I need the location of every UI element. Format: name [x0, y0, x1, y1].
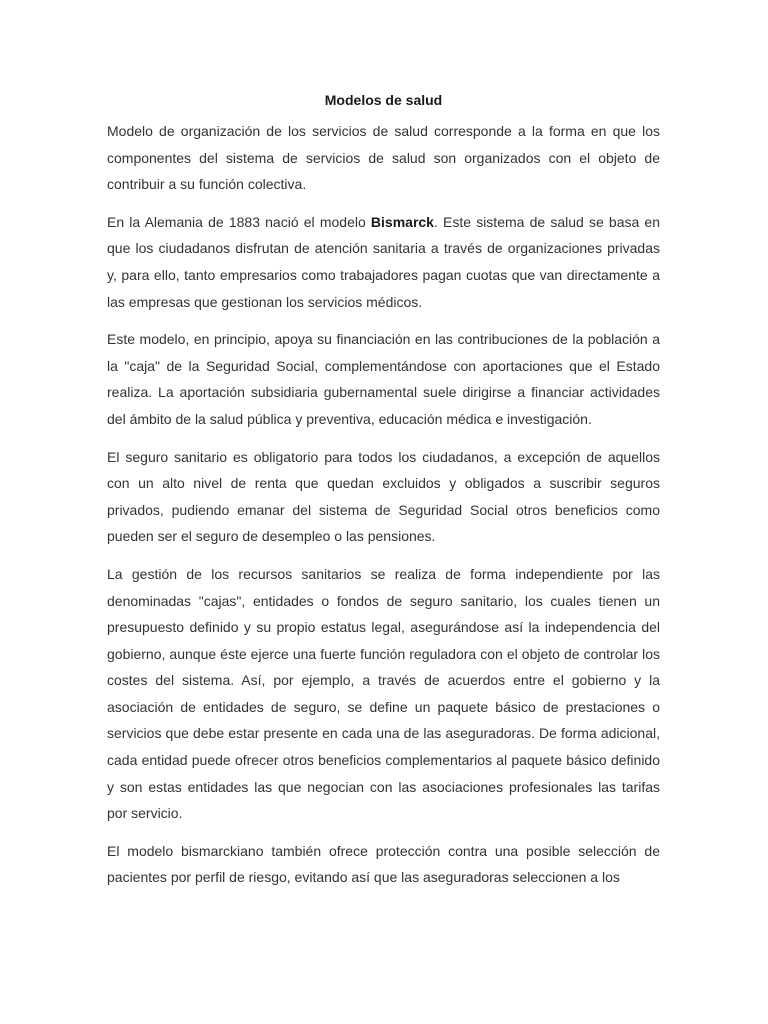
paragraph-resource-management: La gestión de los recursos sanitarios se realiza de forma independiente por las denominadas "cajas", entidades o fondos de seguro sanitario, los cuales tienen un presupuesto definido y su propio estatus legal, asegurándose así la independencia del gobierno, aunque éste ejerce una fuerte función reguladora con el objeto de controlar los costes del sistema. Así, por ejemplo, a través de acuerdos entre el gobierno y la asociación de entidades de seguro, se define un paquete básico de prestaciones o servicios que debe estar presente en cada una de las aseguradoras. De forma adicional, cada entidad puede ofrecer otros beneficios complementarios al paquete básico definido y son estas entidades las que negocian con las asociaciones profesionales las tarifas por servicio. [107, 565, 660, 822]
paragraph-intro: Modelo de organización de los servicios de salud corresponde a la forma en que los componentes del sistema de servicios de salud son organizados con el objeto de contribuir a su función colectiva. [107, 123, 660, 193]
paragraph-bismarck-origin [107, 209, 660, 315]
paragraph-risk-selection: El modelo bismarckiano también ofrece protección contra una posible selección de pacientes por perfil de riesgo, evitando así que las aseguradoras seleccionen a los [107, 842, 660, 886]
paragraph-text: En la Alemania de 1883 nació el modelo [107, 213, 371, 230]
paragraph-mandatory-insurance: El seguro sanitario es obligatorio para todos los ciudadanos, a excepción de aquellos con un alto nivel de renta que quedan excluidos y obligados a suscribir seguros privados, pudiendo emanar del sistema de Seguridad Social otros beneficios como pueden ser el seguro de desempleo o las pensiones. [107, 448, 660, 545]
document-title: Modelos de salud [324, 92, 443, 108]
bismarck-term: Bismarck [370, 213, 434, 230]
document-body [107, 118, 660, 902]
paragraph-financing: Este modelo, en principio, apoya su financiación en las contribuciones de la población a la "caja" de la Seguridad Social, complementándose con aportaciones que el Estado realiza. La aportación subsidiaria gubernamental suele dirigirse a financiar actividades del ámbito de la salud pública y preventiva, educación médica e investigación. [107, 331, 660, 427]
paragraph-text: . Este sistema de salud se basa en que los ciudadanos disfrutan de atención sanitaria a través de organizaciones privadas y, para ello, tanto empresarios como trabajadores pagan cuotas que van directamente a las empresas que gestionan los servicios médicos. [107, 213, 661, 310]
